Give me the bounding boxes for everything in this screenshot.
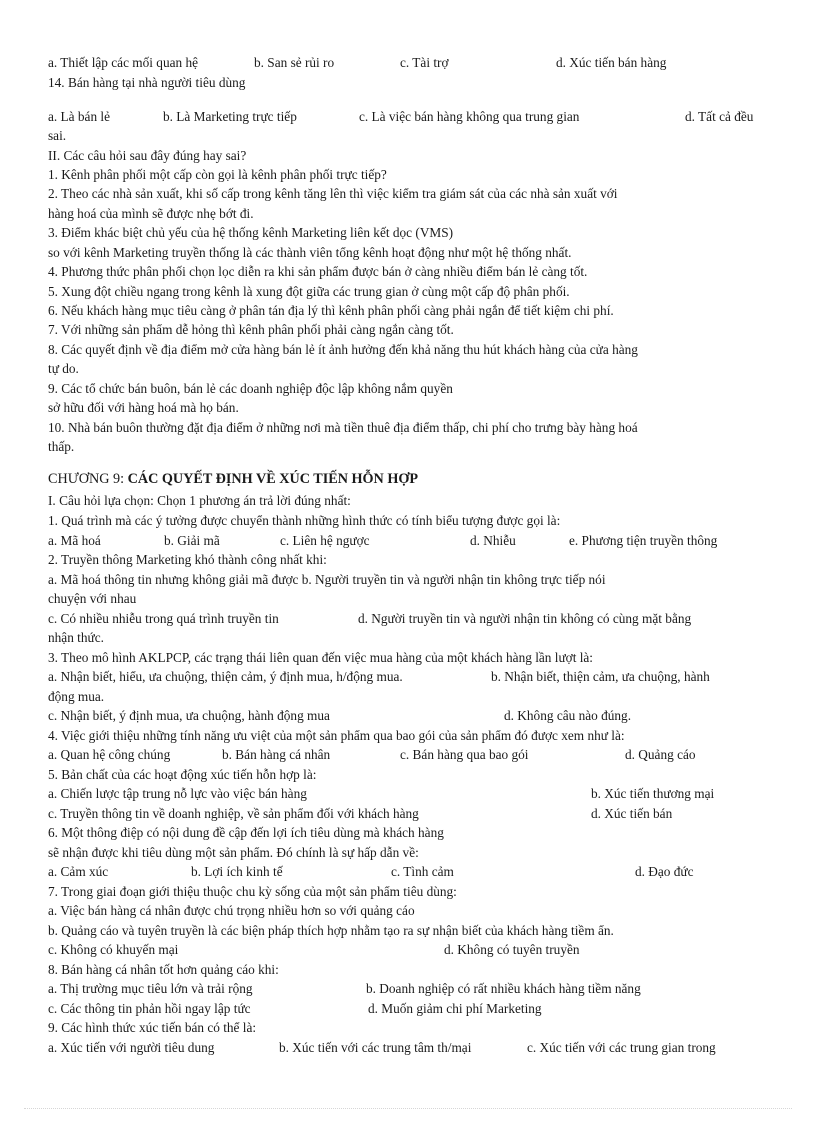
option-b: b. Bán hàng cá nhân xyxy=(222,747,331,762)
q2-options-row2 xyxy=(48,609,770,629)
q6-options xyxy=(48,862,770,882)
question-4: 4. Việc giới thiệu những tính năng ưu việt của một sản phẩm qua bao gói của sản phẩm đó được xem như là: xyxy=(48,728,625,743)
q13-options xyxy=(48,53,770,73)
tf-item-9: 9. Các tổ chức bán buôn, bán lẻ các doanh nghiệp độc lập không nắm quyền xyxy=(48,381,453,396)
q1-options xyxy=(48,531,770,551)
section-heading-true-false: II. Các câu hỏi sau đây đúng hay sai? xyxy=(48,148,247,163)
tf-item-5: 5. Xung đột chiều ngang trong kênh là xung đột giữa các trung gian ở cùng một cấp độ phân phối. xyxy=(48,284,570,299)
option-d: d. Muốn giảm chi phí Marketing xyxy=(368,1001,542,1016)
tf-item-10: 10. Nhà bán buôn thường đặt địa điểm ở những nơi mà tiền thuê địa điểm thấp, chi phí cho trưng bày hàng hoá xyxy=(48,420,638,435)
option-d: d. Đạo đức xyxy=(635,864,694,879)
q5-options-row2 xyxy=(48,804,770,824)
option-d: d. Tất cả đều xyxy=(685,109,754,124)
question-6: 6. Một thông điệp có nội dung đề cập đến lợi ích tiêu dùng mà khách hàng xyxy=(48,825,444,840)
page-bottom-divider xyxy=(24,1108,792,1109)
question-5: 5. Bản chất của các hoạt động xúc tiến hỗn hợp là: xyxy=(48,767,317,782)
q8-options-row1 xyxy=(48,979,770,999)
option-a: a. Nhận biết, hiểu, ưa chuộng, thiện cảm, ý định mua, h/động mua. xyxy=(48,669,403,684)
tf-item-2: 2. Theo các nhà sản xuất, khi số cấp trong kênh tăng lên thì việc kiểm tra giám sát của các nhà sản xuất với xyxy=(48,186,618,201)
option-a: a. Thiết lập các mối quan hệ xyxy=(48,55,199,70)
tf-item-8-cont: tự do. xyxy=(48,361,79,376)
q4-options xyxy=(48,745,770,765)
q3-options-row1 xyxy=(48,667,770,687)
question-8: 8. Bán hàng cá nhân tốt hơn quảng cáo khi: xyxy=(48,962,279,977)
tf-item-1: 1. Kênh phân phối một cấp còn gọi là kênh phân phối trực tiếp? xyxy=(48,167,387,182)
tf-item-2-cont: hàng hoá của mình sẽ được nhẹ bớt đi. xyxy=(48,206,254,221)
q2-options-row2-cont: nhận thức. xyxy=(48,630,104,645)
option-c: c. Là việc bán hàng không qua trung gian xyxy=(359,109,580,124)
option-c: c. Tài trợ xyxy=(400,55,449,70)
question-14: 14. Bán hàng tại nhà người tiêu dùng xyxy=(48,75,246,90)
chapter-title xyxy=(48,470,418,489)
option-c: c. Các thông tin phản hồi ngay lập tức xyxy=(48,1001,251,1016)
option-c: c. Tình cảm xyxy=(391,864,454,879)
option-d: d. Không câu nào đúng. xyxy=(504,708,632,723)
option-a: a. Xúc tiến với người tiêu dung xyxy=(48,1040,215,1055)
option-c: c. Không có khuyến mại xyxy=(48,942,179,957)
option-d: d. Xúc tiến bán xyxy=(591,806,673,821)
option-b: b. Là Marketing trực tiếp xyxy=(163,109,297,124)
option-b: b. Doanh nghiệp có rất nhiều khách hàng tiềm năng xyxy=(366,981,641,996)
chapter-number: CHƯƠNG 9: xyxy=(48,471,125,487)
option-a: a. Mã hoá xyxy=(48,533,101,548)
option-d: d. Nhiễu xyxy=(470,533,516,548)
option-b: b. Lợi ích kinh tế xyxy=(191,864,283,879)
question-2: 2. Truyền thông Marketing khó thành công nhất khi: xyxy=(48,552,327,567)
tf-item-3-cont: so với kênh Marketing truyền thống là các thành viên tổng kênh hoạt động như một hệ thống nhất. xyxy=(48,245,572,260)
option-c: c. Liên hệ ngược xyxy=(280,533,370,548)
option-a: a. Cảm xúc xyxy=(48,864,109,879)
option-c: c. Nhận biết, ý định mua, ưa chuộng, hành động mua xyxy=(48,708,330,723)
option-d: d. Xúc tiến bán hàng xyxy=(556,55,667,70)
option-a: a. Là bán lẻ xyxy=(48,109,111,124)
option-d: d. Quảng cáo xyxy=(625,747,696,762)
question-6-cont: sẽ nhận được khi tiêu dùng một sản phẩm. Đó chính là sự hấp dẫn về: xyxy=(48,845,419,860)
q9-options xyxy=(48,1038,770,1058)
option-b: b. Xúc tiến thương mại xyxy=(591,786,715,801)
question-3: 3. Theo mô hình AKLPCP, các trạng thái liên quan đến việc mua hàng của một khách hàng lần lượt là: xyxy=(48,650,594,665)
option-b: b. Nhận biết, thiện cảm, ưa chuộng, hành xyxy=(491,669,710,684)
option-c: c. Truyền thông tin về doanh nghiệp, về sản phẩm đối với khách hàng xyxy=(48,806,419,821)
q2-options-row1-cont: chuyện với nhau xyxy=(48,591,137,606)
question-9: 9. Các hình thức xúc tiến bán có thể là: xyxy=(48,1020,257,1035)
option-b: b. Xúc tiến với các trung tâm th/mại xyxy=(279,1040,472,1055)
option-a: a. Chiến lược tập trung nỗ lực vào việc bán hàng xyxy=(48,786,307,801)
option-d: d. Không có tuyên truyền xyxy=(444,942,580,957)
tf-item-6: 6. Nếu khách hàng mục tiêu càng ở phân tán địa lý thì kênh phân phối càng phải ngắn để tiết kiệm chi phí. xyxy=(48,303,614,318)
option-a: a. Quan hệ công chúng xyxy=(48,747,171,762)
tf-item-9-cont: sở hữu đối với hàng hoá mà họ bán. xyxy=(48,400,239,415)
tf-item-3: 3. Điểm khác biệt chủ yếu của hệ thống kênh Marketing liên kết dọc (VMS) xyxy=(48,225,454,240)
question-1: 1. Quá trình mà các ý tưởng được chuyển thành những hình thức có tính biểu tượng được gọi là: xyxy=(48,513,561,528)
q3-options-row1-cont: động mua. xyxy=(48,689,105,704)
chapter-name: CÁC QUYẾT ĐỊNH VỀ XÚC TIẾN HỖN HỢP xyxy=(127,471,419,487)
option-c: c. Xúc tiến với các trung gian trong xyxy=(527,1040,716,1055)
option-a: a. Thị trường mục tiêu lớn và trải rộng xyxy=(48,981,253,996)
q7-option-b: b. Quảng cáo và tuyên truyền là các biện pháp thích hợp nhằm tạo ra sự nhận biết của khách hàng tiềm ẩn. xyxy=(48,923,614,938)
option-b: b. Giải mã xyxy=(164,533,220,548)
tf-item-10-cont: thấp. xyxy=(48,439,75,454)
section-heading-multiple-choice: I. Câu hỏi lựa chọn: Chọn 1 phương án trả lời đúng nhất: xyxy=(48,493,351,508)
tf-item-7: 7. Với những sản phẩm dễ hỏng thì kênh phân phối phải càng ngắn càng tốt. xyxy=(48,322,454,337)
option-c: c. Bán hàng qua bao gói xyxy=(400,747,529,762)
q8-options-row2 xyxy=(48,999,770,1019)
q7-option-a: a. Việc bán hàng cá nhân được chú trọng nhiều hơn so với quảng cáo xyxy=(48,903,415,918)
q5-options-row1 xyxy=(48,784,770,804)
tf-item-4: 4. Phương thức phân phối chọn lọc diễn ra khi sản phẩm được bán ở càng nhiều điểm bán lẻ càng tốt. xyxy=(48,264,588,279)
q14-options-cont: sai. xyxy=(48,128,67,143)
tf-item-8: 8. Các quyết định về địa điểm mở cửa hàng bán lẻ ít ảnh hưởng đến khả năng thu hút khách hàng của cửa hàng xyxy=(48,342,638,357)
option-c: c. Có nhiều nhiễu trong quá trình truyền tin xyxy=(48,611,279,626)
q3-options-row2 xyxy=(48,706,770,726)
question-7: 7. Trong giai đoạn giới thiệu thuộc chu kỳ sống của một sản phẩm tiêu dùng: xyxy=(48,884,457,899)
option-d: d. Người truyền tin và người nhận tin không có cùng mặt bằng xyxy=(358,611,692,626)
q2-options-row1: a. Mã hoá thông tin nhưng không giải mã được b. Người truyền tin và người nhận tin không trực tiếp nói xyxy=(48,572,606,587)
option-e: e. Phương tiện truyền thông xyxy=(569,533,718,548)
option-b: b. San sẻ rủi ro xyxy=(254,55,335,70)
q14-options xyxy=(48,107,770,127)
q7-options-row3 xyxy=(48,940,770,960)
